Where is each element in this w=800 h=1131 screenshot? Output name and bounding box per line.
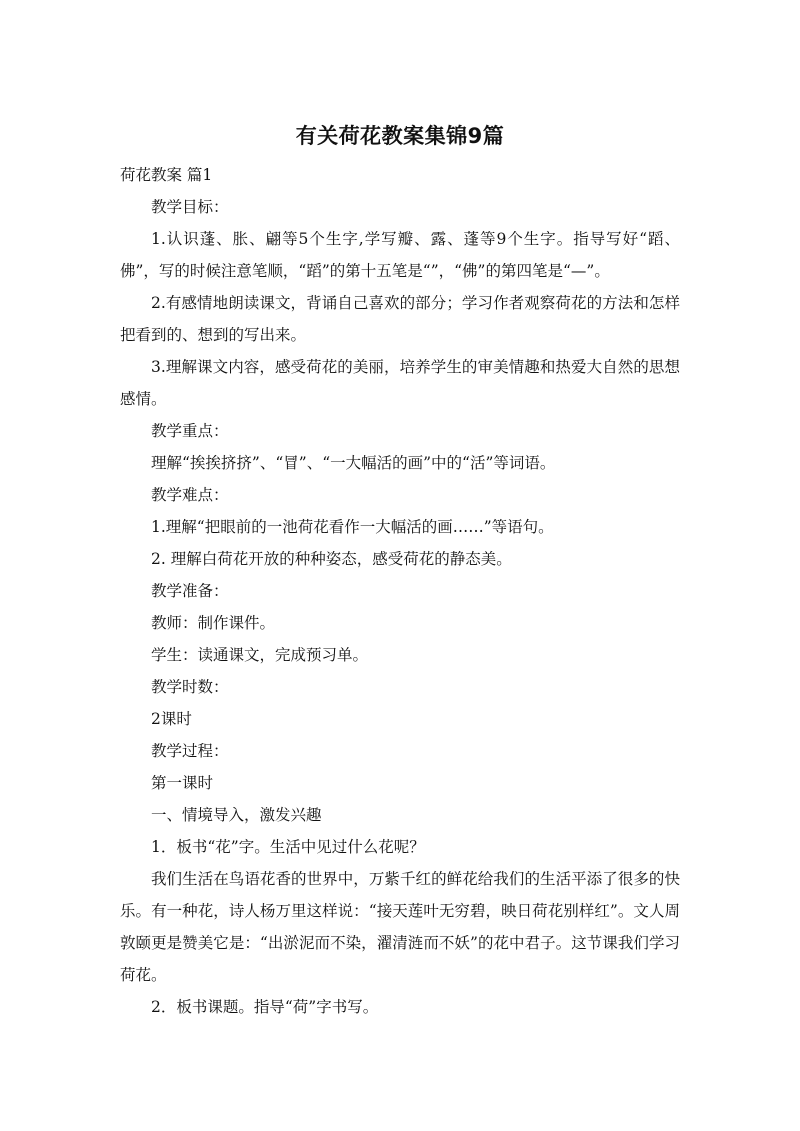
paragraph: 教学目标： bbox=[151, 198, 229, 216]
paragraph: 教学准备： bbox=[151, 582, 229, 600]
document-body bbox=[120, 159, 680, 1023]
paragraph: 2.有感情地朗读课文，背诵自己喜欢的部分；学习作者观察荷花的方法和怎样把看到的、想到的写出来。 bbox=[120, 294, 680, 344]
paragraph: 一、情境导入，激发兴趣 bbox=[151, 806, 322, 824]
paragraph: 我们生活在鸟语花香的世界中，万紫千红的鲜花给我们的生活平添了很多的快乐。有一种花，诗人杨万里这样说：“接天莲叶无穷碧，映日荷花别样红”。文人周敦颐更是赞美它是：“出淤泥而不染，濯清涟而不妖”的花中君子。这节课我们学习荷花。 bbox=[120, 870, 680, 984]
document-title: 有关荷花教案集锦9篇 bbox=[295, 124, 505, 148]
paragraph: 教学难点： bbox=[151, 486, 229, 504]
paragraph: 3.理解课文内容，感受荷花的美丽，培养学生的审美情趣和热爱大自然的思想感情。 bbox=[120, 358, 680, 408]
paragraph: 教学时数： bbox=[151, 678, 229, 696]
section-heading: 荷花教案 篇1 bbox=[120, 166, 213, 184]
paragraph: 2．板书课题。指导“荷”字书写。 bbox=[151, 998, 379, 1016]
paragraph: 1．板书“花”字。生活中见过什么花呢？ bbox=[151, 838, 425, 856]
paragraph: 教师：制作课件。 bbox=[151, 614, 276, 632]
paragraph: 理解“挨挨挤挤”、“冒”、“一大幅活的画”中的“活”等词语。 bbox=[151, 454, 556, 472]
paragraph: 教学重点： bbox=[151, 422, 229, 440]
paragraph: 2. 理解白荷花开放的种种姿态，感受荷花的静态美。 bbox=[151, 550, 512, 568]
paragraph: 1.理解“把眼前的一池荷花看作一大幅活的画……”等语句。 bbox=[151, 518, 554, 536]
paragraph: 第一课时 bbox=[151, 774, 214, 792]
paragraph: 教学过程： bbox=[151, 742, 229, 760]
paragraph: 1.认识蓬、胀、翩等5个生字,学写瓣、露、蓬等9个生字。指导写好“蹈、佛”，写的时候注意笔顺，“蹈”的第十五笔是“”，“佛”的第四笔是“—”。 bbox=[120, 230, 680, 280]
paragraph: 2课时 bbox=[151, 710, 192, 728]
paragraph: 学生：读通课文，完成预习单。 bbox=[151, 646, 369, 664]
